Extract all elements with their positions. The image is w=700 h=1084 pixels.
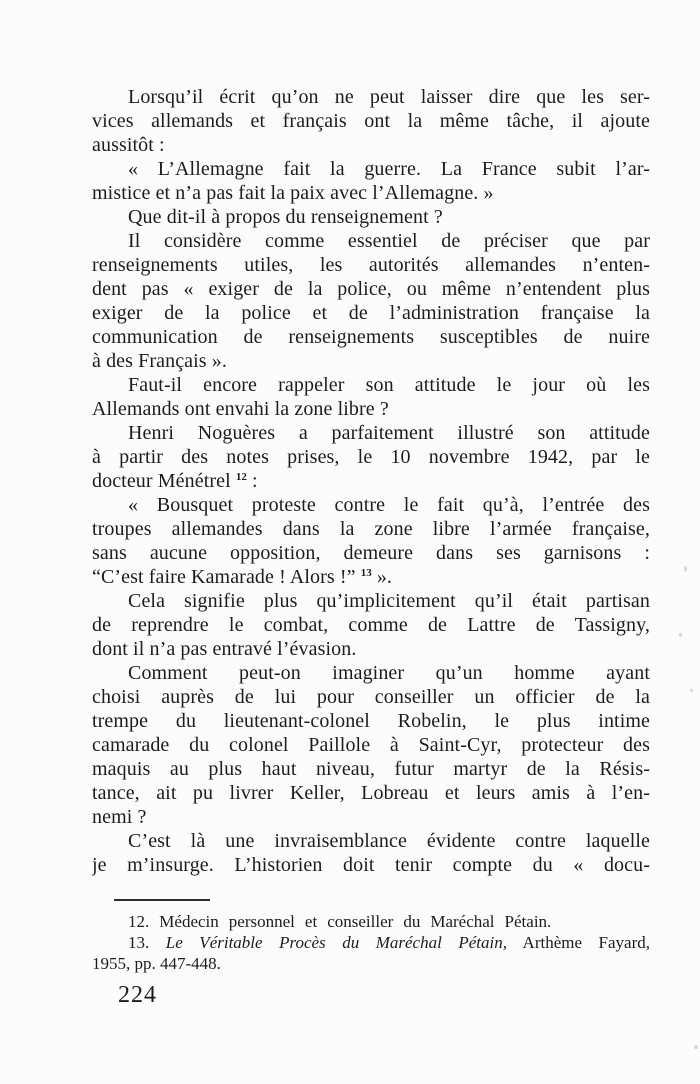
paragraph [92,421,650,493]
text-line [92,829,650,853]
text-segment: trempe du lieutenant-colonel Robelin, le plus intime [92,710,650,732]
paragraph [92,829,650,877]
text-line [92,277,650,301]
text-segment: Comment peut-on imaginer qu’un homme ayant [128,662,650,684]
text-line [92,133,650,157]
text-segment: mistice et n’a pas fait la paix avec l’Allemagne. » [92,182,494,204]
text-segment: docteur Ménétrel [92,470,236,492]
text-segment: : [246,470,258,492]
footnote-line [92,932,650,953]
footnote-ref: 13 [360,567,372,579]
text-segment: nemi ? [92,806,147,828]
paragraph [92,373,650,421]
text-segment: renseignements utiles, les autorités allemandes n’enten- [92,254,650,276]
paragraph [92,205,650,229]
text-segment: dont il n’a pas entravé l’évasion. [92,638,357,660]
text-line [92,349,650,373]
text-segment: « Bousquet proteste contre le fait qu’à, l’entrée des [128,494,650,516]
scan-speck [679,633,682,637]
text-line [92,301,650,325]
text-segment: C’est là une invraisemblance évidente contre laquelle [128,830,650,852]
text-line [92,445,650,469]
text-line [92,637,650,661]
text-block [92,85,650,877]
footnote-line [92,911,650,932]
text-line [92,613,650,637]
text-line [92,253,650,277]
text-line [92,229,650,253]
text-line [92,205,650,229]
text-segment: Henri Noguères a parfaitement illustré son attitude [128,422,650,444]
text-segment: troupes allemandes dans la zone libre l’armée française, [92,518,650,540]
text-segment: choisi auprès de lui pour conseiller un officier de la [92,686,650,708]
text-line [92,685,650,709]
text-line [92,469,650,493]
text-line [92,157,650,181]
text-line [92,181,650,205]
footnote-ref: 12 [235,471,247,483]
text-segment: « L’Allemagne fait la guerre. La France subit l’ar- [128,158,650,180]
italic-text: Le Véritable Procès du Maréchal Pétain, [165,933,507,952]
text-line [92,421,650,445]
text-segment: Faut-il encore rappeler son attitude le jour où les [128,374,650,396]
paragraph [92,85,650,157]
text-line [92,85,650,109]
text-segment: Cela signifie plus qu’implicitement qu’il était partisan [128,590,650,612]
text-line [92,109,650,133]
text-line [92,493,650,517]
text-segment: exiger de la police et de l’administration française la [92,302,650,324]
paragraph [92,157,650,205]
text-segment: 1955, pp. 447-448. [92,954,221,973]
text-line [92,853,650,877]
scan-speck [690,689,693,692]
footnote-separator [114,899,210,901]
text-segment: je m’insurge. L’historien doit tenir compte du « docu- [92,854,650,876]
paragraph [92,493,650,589]
text-line [92,397,650,421]
text-segment: Lorsqu’il écrit qu’on ne peut laisser dire que les ser- [128,86,650,108]
text-segment: ». [371,566,393,588]
text-segment: Il considère comme essentiel de préciser que par [128,230,650,252]
text-segment: de reprendre le combat, comme de Lattre de Tassigny, [92,614,650,636]
footnotes [92,911,650,974]
text-line [92,805,650,829]
text-segment: aussitôt : [92,134,165,156]
text-line [92,517,650,541]
text-line [92,325,650,349]
paragraph [92,661,650,829]
footnote-line [92,953,650,974]
text-segment: Allemands ont envahi la zone libre ? [92,398,389,420]
text-segment: communication de renseignements susceptibles de nuire [92,326,650,348]
text-segment: à des Français ». [92,350,227,372]
paragraph [92,229,650,373]
scan-speck [694,1045,698,1049]
text-segment: maquis au plus haut niveau, futur martyr de la Résis- [92,758,650,780]
text-segment: 12. Médecin personnel et conseiller du Maréchal Pétain. [128,912,552,931]
text-line [92,373,650,397]
page-number: 224 [118,982,157,1008]
text-line [92,733,650,757]
text-line [92,589,650,613]
text-segment: Arthème Fayard, [506,933,650,952]
text-segment: Que dit-il à propos du renseignement ? [128,206,443,228]
paragraph [92,589,650,661]
text-line [92,709,650,733]
scan-speck [684,566,687,572]
text-line [92,541,650,565]
text-segment: vices allemands et français ont la même tâche, il ajoute [92,110,650,132]
text-segment: camarade du colonel Paillole à Saint-Cyr, protecteur des [92,734,650,756]
text-line [92,757,650,781]
text-segment: tance, ait pu livrer Keller, Lobreau et leurs amis à l’en- [92,782,650,804]
text-line [92,565,650,589]
text-line [92,781,650,805]
text-segment: dent pas « exiger de la police, ou même n’entendent plus [92,278,650,300]
text-segment: 13. [128,933,166,952]
text-segment: à partir des notes prises, le 10 novembre 1942, par le [92,446,650,468]
text-segment: “C’est faire Kamarade ! Alors !” [92,566,361,588]
text-segment: sans aucune opposition, demeure dans ses garnisons : [92,542,650,564]
text-line [92,661,650,685]
